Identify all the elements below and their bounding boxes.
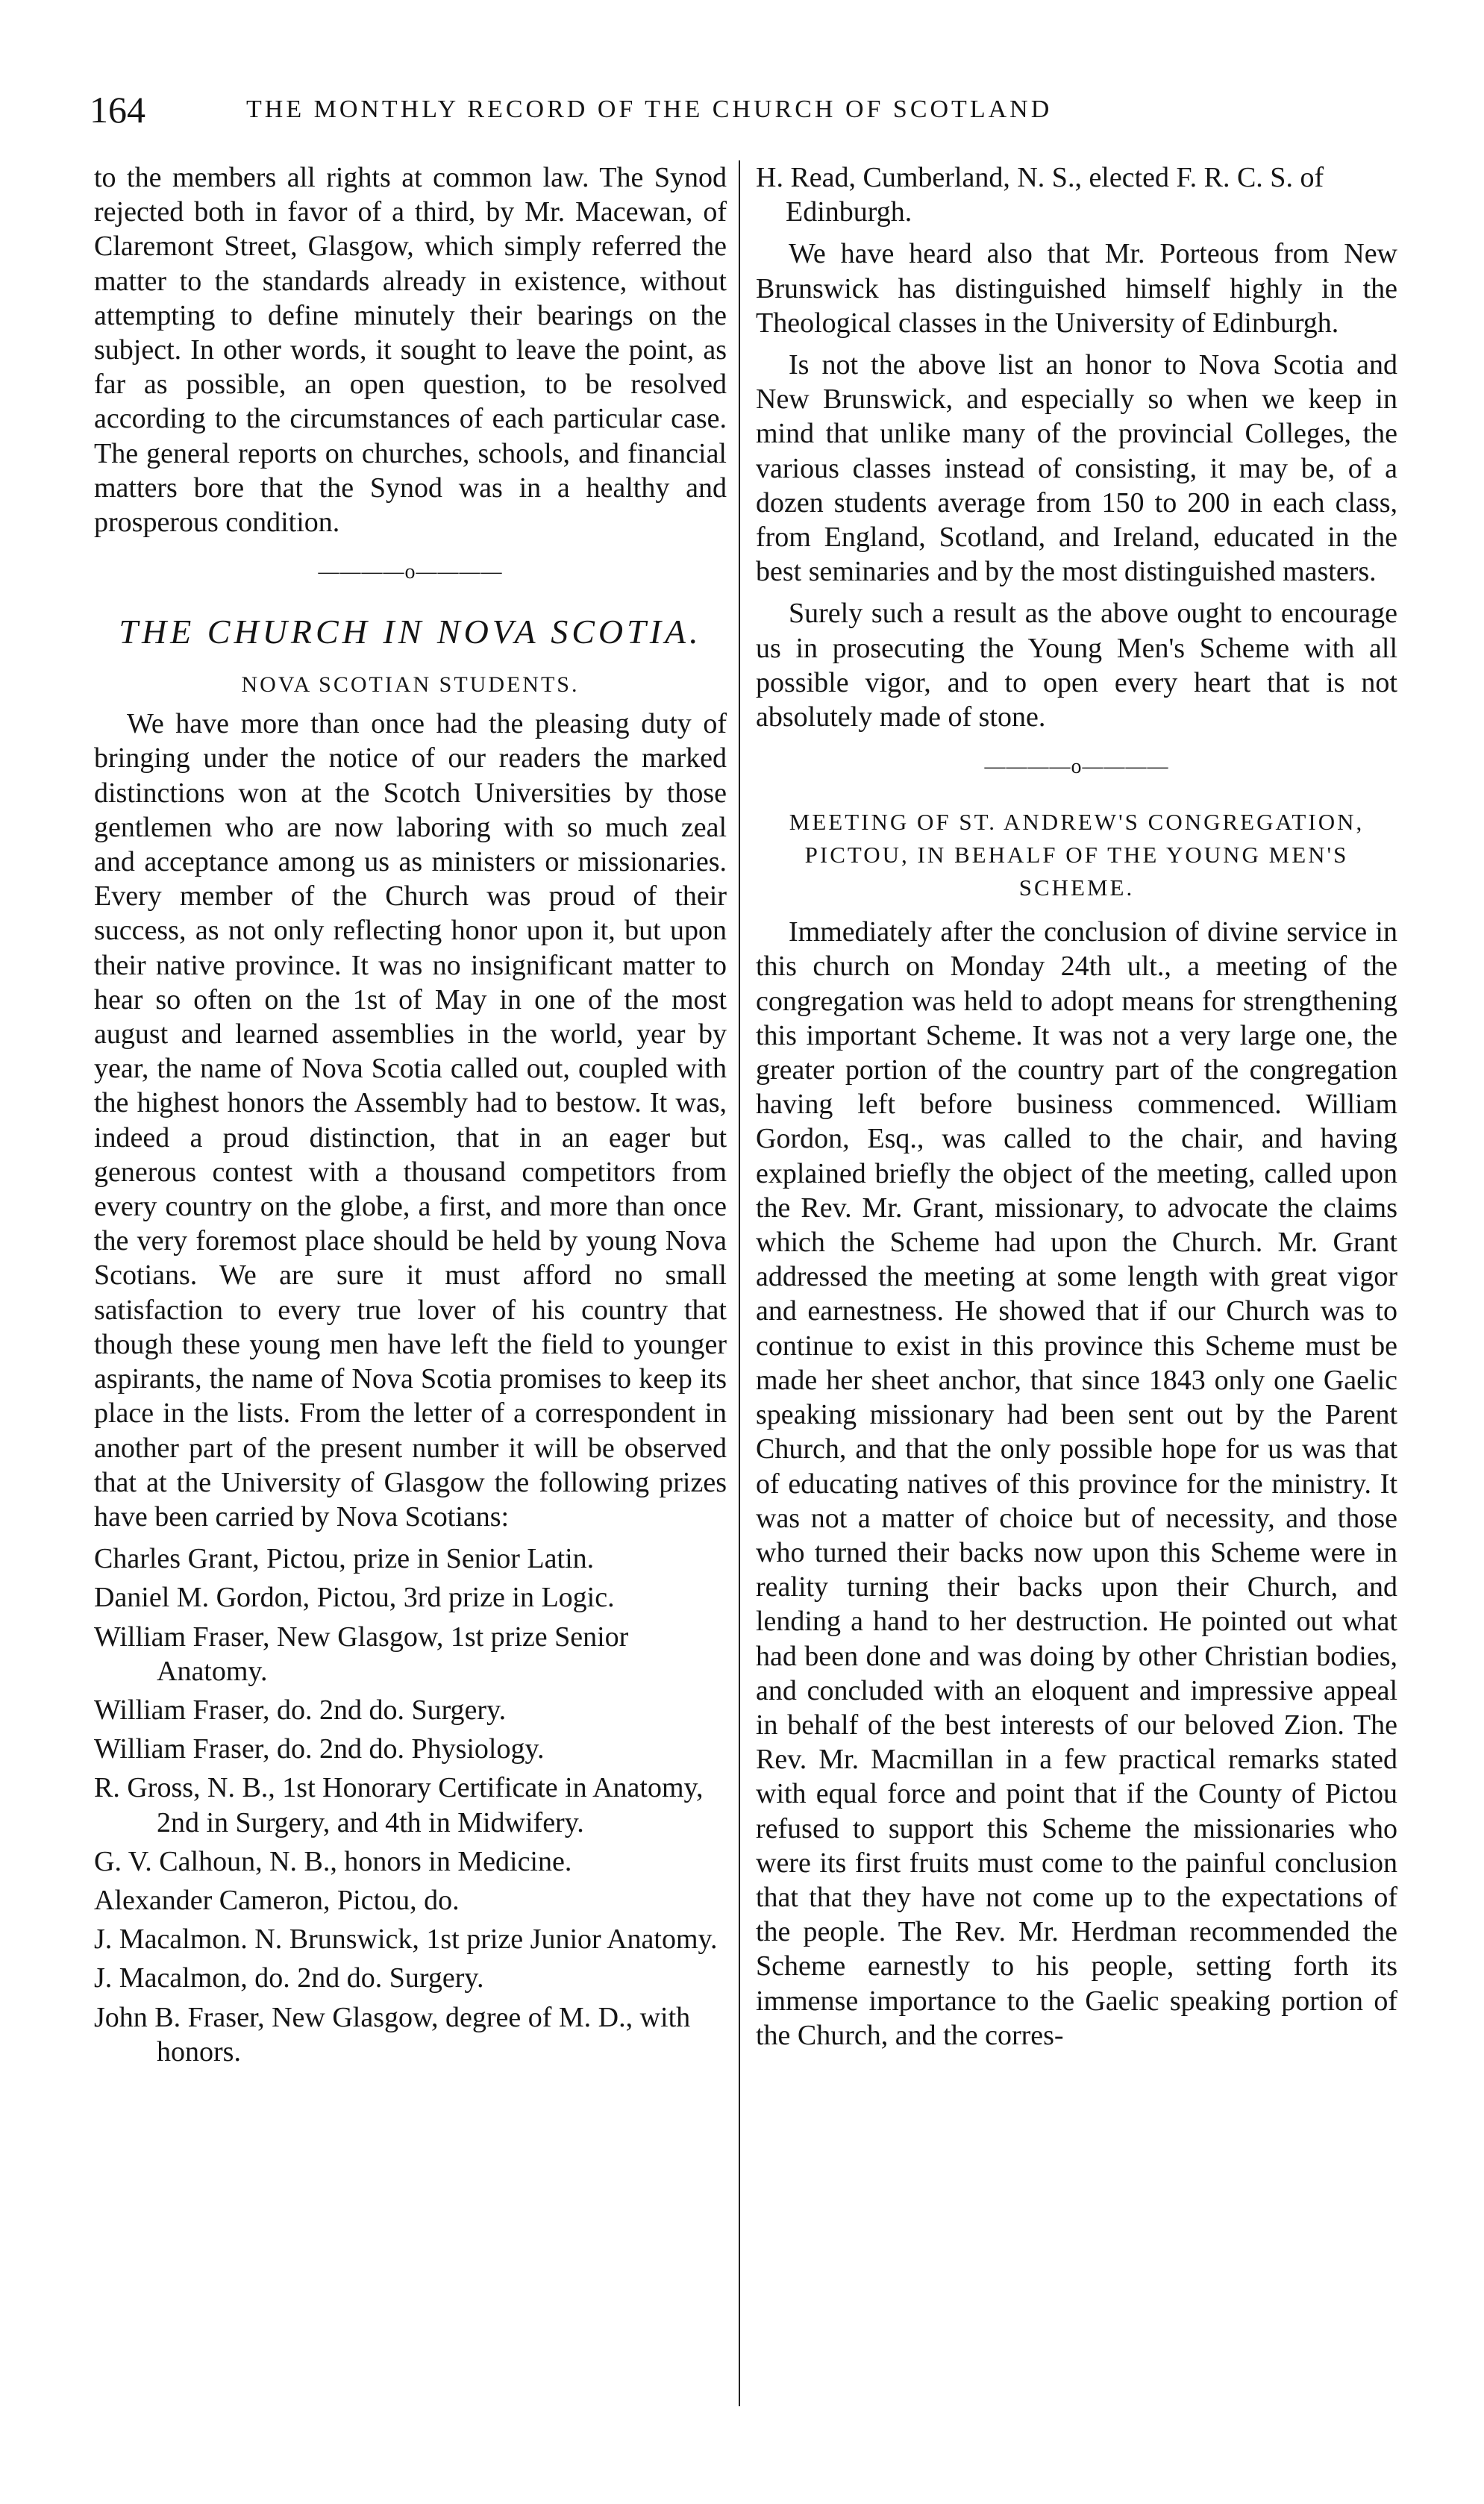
prize-entry: R. Gross, N. B., 1st Honorary Certificate in Anatomy, 2nd in Surgery, and 4th in Midwifery. [94, 1772, 704, 1838]
section-title: THE CHURCH IN NOVA SCOTIA. [119, 613, 702, 651]
meeting-paragraph: Immediately after the conclusion of divine service in this church on Monday 24th ult., a meeting of the congregation was held to adopt means for strengthening this important Scheme. It was not a very large one, the greater portion of the country part of the congregation having left before business commenced. William Gordon, Esq., was called to the chair, and having explained briefly the object of the meeting, called upon the Rev. Mr. Grant, missionary, to advocate the claims which the Scheme had upon the Church. Mr. Grant addressed the meeting at some length with great vigor and earnestness. He showed that if our Church was to continue to exist in this province this Scheme must be made her sheet anchor, that since 1843 only one Gaelic speaking missionary had been sent out by the Parent Church, and that the only possible hope for us was that of educating natives of this province for the ministry. It was not a matter of choice but of necessity, and those who turned their backs now upon this Scheme were in reality turning their backs upon their Church, and lending a hand to her destruction. He pointed out what had been done and was doing by other Christian bodies, and concluded with an eloquent and impressive appeal in behalf of the best interests of our beloved Zion. The Rev. Mr. Macmillan in a few practical remarks stated with equal force and point that if the County of Pictou refused to support this Scheme the missionaries who were its first fruits must come to the painful conclusion that that they have not come up to the expectations of the people. The Rev. Mr. Herdman recommended the Scheme earnestly to his people, setting forth its immense importance to the Gaelic speaking portion of the Church, and the corres- [756, 916, 1397, 2051]
prize-list [94, 1541, 727, 2069]
column-rule [739, 160, 740, 2406]
left-column [94, 160, 727, 2073]
prize-entry: John B. Fraser, New Glasgow, degree of M. D., with honors. [94, 2001, 691, 2068]
right-column [756, 160, 1397, 2060]
intro-paragraph: to the members all rights at common law. The Synod rejected both in favor of a third, by Mr. Macewan, of Claremont Street, Glasgow, which simply referred the matter to the standards already in existence, without attempting to define minutely their bearings on the subject. In other words, it sought to leave the point, as far as possible, an open question, to be resolved according to the circumstances of each particular case. The general reports on churches, schools, and financial matters bore that the Synod was in a healthy and prosperous condition. [94, 162, 727, 539]
article-subhead: NOVA SCOTIAN STUDENTS. [241, 672, 580, 698]
section-divider: ————o———— [984, 755, 1169, 779]
page-number: 164 [90, 89, 145, 131]
prize-entry: J. Macalmon. N. Brunswick, 1st prize Junior Anatomy. [94, 1924, 718, 1956]
running-head: THE MONTHLY RECORD OF THE CHURCH OF SCOTLAND [246, 96, 1053, 123]
prize-entry: G. V. Calhoun, N. B., honors in Medicine. [94, 1845, 572, 1877]
prize-entry: William Fraser, do. 2nd do. Surgery. [94, 1694, 507, 1726]
prize-entry: Charles Grant, Pictou, prize in Senior Latin. [94, 1543, 595, 1575]
article-paragraph: We have heard also that Mr. Porteous from New Brunswick has distinguished himself highly in the Theological classes in the University of Edinburgh. [756, 238, 1397, 339]
prize-entry: William Fraser, New Glasgow, 1st prize Senior Anatomy. [94, 1621, 629, 1687]
article-paragraph: Surely such a result as the above ought to encourage us in prosecuting the Young Men's Scheme with all possible vigor, and to open every heart that is not absolutely made of stone. [756, 598, 1397, 733]
prize-entry: Daniel M. Gordon, Pictou, 3rd prize in Logic. [94, 1582, 615, 1614]
prize-entry: William Fraser, do. 2nd do. Physiology. [94, 1733, 545, 1765]
article-paragraph: We have more than once had the pleasing duty of bringing under the notice of our readers the marked distinctions won at the Scotch Universities by those gentlemen who are now laboring with so much zeal and acceptance among us as ministers or missionaries. Every member of the Church was proud of their success, as not only reflecting honor upon it, but upon their native province. It was no insignificant matter to hear so often on the 1st of May in one of the most august and learned assemblies in the world, year by year, the name of Nova Scotia called out, coupled with the highest honors the Assembly had to bestow. It was, indeed a proud distinction, that in an eager but generous contest with a thousand competitors from every country on the globe, a first, and more than once the very foremost place should be held by young Nova Scotians. We are sure it must afford no small satisfaction to every true lover of his country that though these young men have left the field to younger aspirants, the name of Nova Scotia promises to keep its place in the lists. From the letter of a correspondent in another part of the present number it will be observed that at the University of Glasgow the following prizes have been carried by Nova Scotians: [94, 708, 727, 1533]
prize-entry: Alexander Cameron, Pictou, do. [94, 1884, 460, 1916]
section-divider: ————o———— [318, 560, 503, 584]
prize-entry: J. Macalmon, do. 2nd do. Surgery. [94, 1962, 484, 1994]
article-paragraph: Is not the above list an honor to Nova Scotia and New Brunswick, and especially so when we keep in mind that unlike many of the provincial Colleges, the various classes instead of consisting, it may be, of a dozen students average from 150 to 200 in each class, from England, Scotland, and Ireland, educated in the best seminaries and by the most distinguished masters. [756, 349, 1397, 588]
meeting-heading: MEETING OF ST. ANDREW'S CONGREGATION, PICTOU, IN BEHALF OF THE YOUNG MEN'S SCHEME. [789, 809, 1365, 901]
page-header [90, 88, 1119, 133]
prize-entry-continued: H. Read, Cumberland, N. S., elected F. R. C. S. of Edinburgh. [756, 162, 1324, 228]
